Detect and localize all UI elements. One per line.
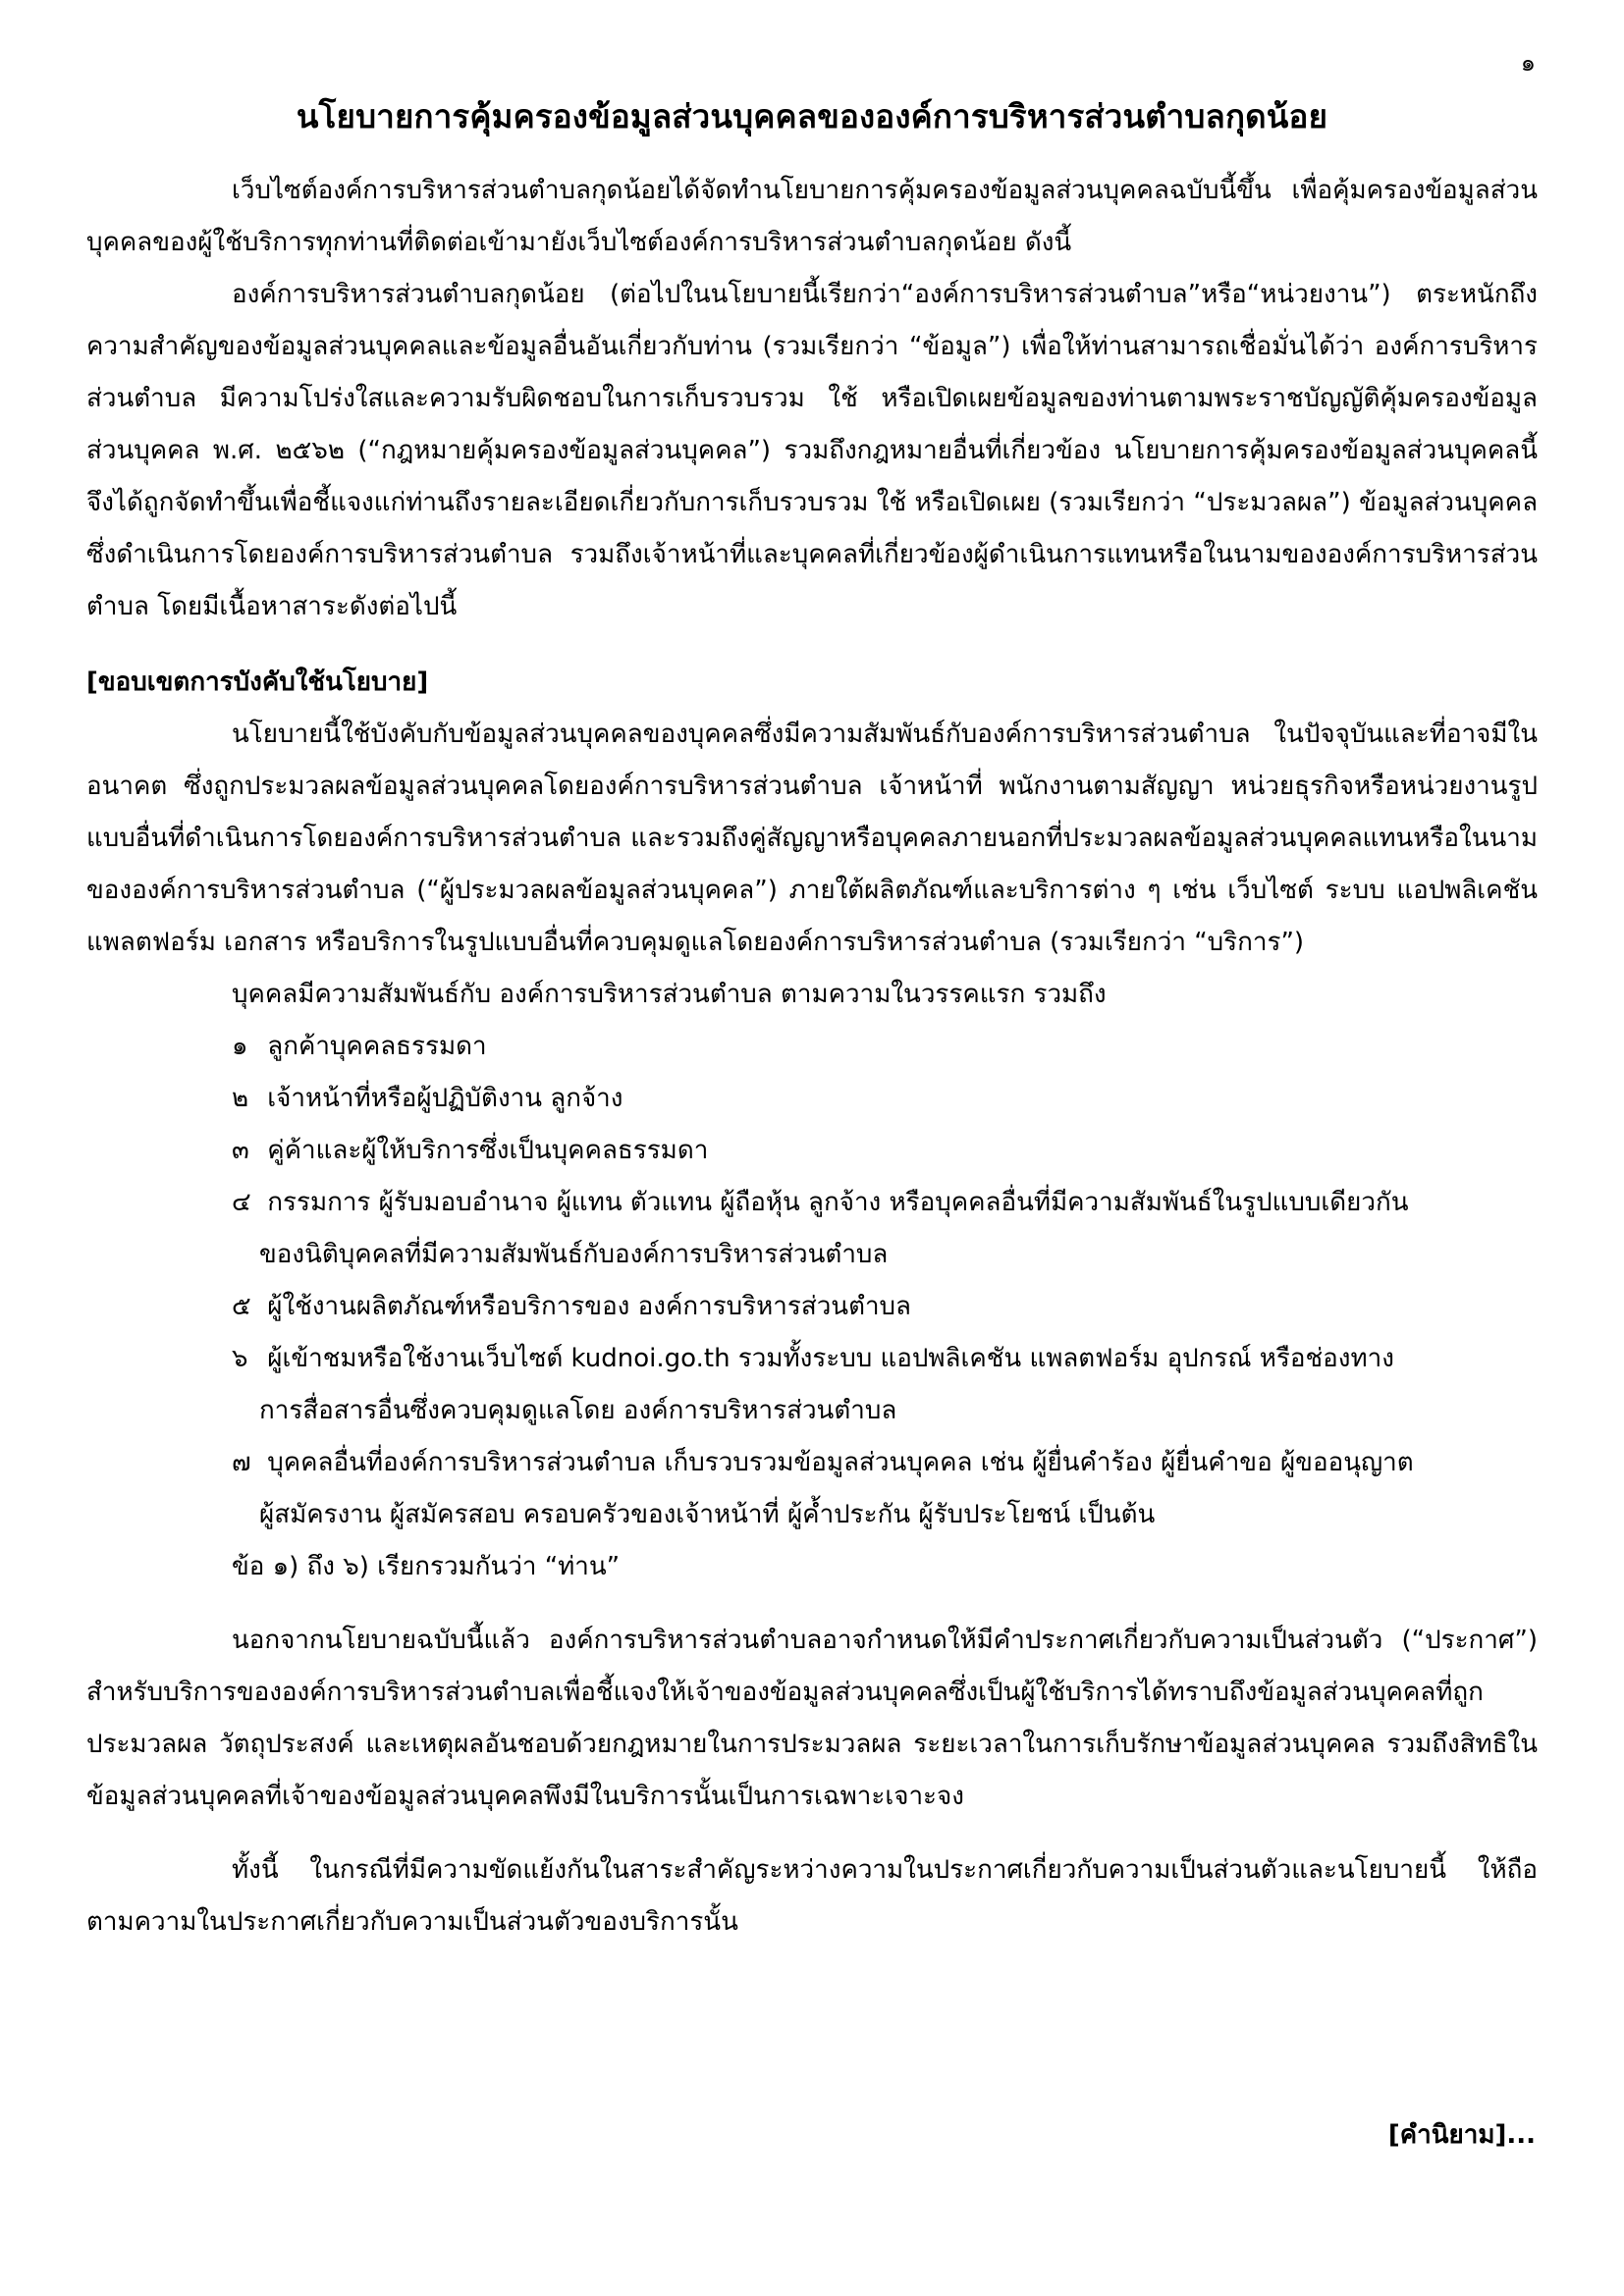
list-item-continuation: ของนิติบุคคลที่มีความสัมพันธ์กับองค์การบริหารส่วนตำบล	[259, 1240, 889, 1269]
document-body	[86, 165, 1538, 1949]
list-item-number: ๕	[232, 1292, 251, 1321]
list-item-text: บุคคลอื่นที่องค์การบริหารส่วนตำบล เก็บรวบรวมข้อมูลส่วนบุคคล เช่น ผู้ยื่นคำร้อง ผู้ยื่นคำขอ ผู้ขออนุญาต	[267, 1448, 1414, 1477]
scope-list-note: ข้อ ๑) ถึง ๖) เรียกรวมกันว่า “ท่าน”	[232, 1552, 621, 1581]
list-item-number: ๒	[232, 1084, 249, 1113]
list-item-text: ผู้ใช้งานผลิตภัณฑ์หรือบริการของ องค์การบริหารส่วนตำบล	[267, 1292, 911, 1321]
relationship-list	[86, 1021, 1538, 1541]
list-item-number: ๖	[232, 1344, 248, 1373]
list-item	[86, 1437, 1538, 1541]
page-number: ๑	[1520, 49, 1536, 77]
intro-paragraph-2: องค์การบริหารส่วนตำบลกุดน้อย (ต่อไปในนโยบายนี้เรียกว่า“องค์การบริหารส่วนตำบล”หรือ“หน่วยงาน”) ตระหนักถึงความสำคัญของข้อมูลส่วนบุคคลและข้อมูลอื่นอันเกี่ยวกับท่าน (รวมเรียกว่า “ข้อมูล”) เพื่อให้ท่านสามารถเชื่อมั่นได้ว่า องค์การบริหารส่วนตำบล มีความโปร่งใสและความรับผิดชอบในการเก็บรวบรวม ใช้ หรือเปิดเผยข้อมูลของท่านตามพระราชบัญญัติคุ้มครองข้อมูลส่วนบุคคล พ.ศ. ๒๕๖๒ (“กฎหมายคุ้มครองข้อมูลส่วนบุคคล”) รวมถึงกฎหมายอื่นที่เกี่ยวข้อง นโยบายการคุ้มครองข้อมูลส่วนบุคคลนี้จึงได้ถูกจัดทำขึ้นเพื่อชี้แจงแก่ท่านถึงรายละเอียดเกี่ยวกับการเก็บรวบรวม ใช้ หรือเปิดเผย (รวมเรียกว่า “ประมวลผล”) ข้อมูลส่วนบุคคลซึ่งดำเนินการโดยองค์การบริหารส่วนตำบล รวมถึงเจ้าหน้าที่และบุคคลที่เกี่ยวข้องผู้ดำเนินการแทนหรือในนามขององค์การบริหารส่วนตำบล โดยมีเนื้อหาสาระดังต่อไปนี้	[86, 280, 1538, 621]
scope-paragraph-1: นโยบายนี้ใช้บังคับกับข้อมูลส่วนบุคคลของบุคคลซึ่งมีความสัมพันธ์กับองค์การบริหารส่วนตำบล ในปัจจุบันและที่อาจมีในอนาคต ซึ่งถูกประมวลผลข้อมูลส่วนบุคคลโดยองค์การบริหารส่วนตำบล เจ้าหน้าที่ พนักงานตามสัญญา หน่วยธุรกิจหรือหน่วยงานรูปแบบอื่นที่ดำเนินการโดยองค์การบริหารส่วนตำบล และรวมถึงคู่สัญญาหรือบุคคลภายนอกที่ประมวลผลข้อมูลส่วนบุคคลแทนหรือในนามขององค์การบริหารส่วนตำบล (“ผู้ประมวลผลข้อมูลส่วนบุคคล”) ภายใต้ผลิตภัณฑ์และบริการต่าง ๆ เช่น เว็บไซต์ ระบบ แอปพลิเคชัน แพลตฟอร์ม เอกสาร หรือบริการในรูปแบบอื่นที่ควบคุมดูแลโดยองค์การบริหารส่วนตำบล (รวมเรียกว่า “บริการ”)	[86, 720, 1538, 957]
list-item-continuation: การสื่อสารอื่นซึ่งควบคุมดูแลโดย องค์การบริหารส่วนตำบล	[259, 1396, 897, 1425]
next-section-reference: [คำนิยาม]...	[1387, 2120, 1536, 2150]
list-item	[86, 1021, 1538, 1073]
list-item	[86, 1177, 1538, 1281]
list-item-continuation: ผู้สมัครงาน ผู้สมัครสอบ ครอบครัวของเจ้าหน้าที่ ผู้ค้ำประกัน ผู้รับประโยชน์ เป็นต้น	[259, 1500, 1156, 1529]
list-item-text: ผู้เข้าชมหรือใช้งานเว็บไซต์ kudnoi.go.th รวมทั้งระบบ แอปพลิเคชัน แพลตฟอร์ม อุปกรณ์ หรือช่องทาง	[267, 1344, 1394, 1373]
scope-paragraph-2: นอกจากนโยบายฉบับนี้แล้ว องค์การบริหารส่วนตำบลอาจกำหนดให้มีคำประกาศเกี่ยวกับความเป็นส่วนตัว (“ประกาศ”) สำหรับบริการขององค์การบริหารส่วนตำบลเพื่อชี้แจงให้เจ้าของข้อมูลส่วนบุคคลซึ่งเป็นผู้ใช้บริการได้ทราบถึงข้อมูลส่วนบุคคลที่ถูกประมวลผล วัตถุประสงค์ และเหตุผลอันชอบด้วยกฎหมายในการประมวลผล ระยะเวลาในการเก็บรักษาข้อมูลส่วนบุคคล รวมถึงสิทธิในข้อมูลส่วนบุคคลที่เจ้าของข้อมูลส่วนบุคคลพึงมีในบริการนั้นเป็นการเฉพาะเจาะจง	[86, 1626, 1538, 1811]
intro-paragraph-1: เว็บไซต์องค์การบริหารส่วนตำบลกุดน้อยได้จัดทำนโยบายการคุ้มครองข้อมูลส่วนบุคคลฉบับนี้ขึ้น เพื่อคุ้มครองข้อมูลส่วนบุคคลของผู้ใช้บริการทุกท่านที่ติดต่อเข้ามายังเว็บไซต์องค์การบริหารส่วนตำบลกุดน้อย ดังนี้	[86, 176, 1538, 257]
list-item-number: ๗	[232, 1448, 251, 1477]
scope-paragraph-3: ทั้งนี้ ในกรณีที่มีความขัดแย้งกันในสาระสำคัญระหว่างความในประกาศเกี่ยวกับความเป็นส่วนตัวและนโยบายนี้ ให้ถือตามความในประกาศเกี่ยวกับความเป็นส่วนตัวของบริการนั้น	[86, 1855, 1538, 1937]
list-item	[86, 1281, 1538, 1333]
list-item-number: ๔	[232, 1188, 251, 1217]
list-item-text: ลูกค้าบุคคลธรรมดา	[267, 1032, 487, 1061]
scope-list-intro: บุคคลมีความสัมพันธ์กับ องค์การบริหารส่วนตำบล ตามความในวรรคแรก รวมถึง	[232, 980, 1107, 1009]
list-item	[86, 1333, 1538, 1437]
list-item	[86, 1073, 1538, 1125]
list-item-text: กรรมการ ผู้รับมอบอำนาจ ผู้แทน ตัวแทน ผู้ถือหุ้น ลูกจ้าง หรือบุคคลอื่นที่มีความสัมพันธ์ในรูปแบบเดียวกัน	[267, 1188, 1409, 1217]
list-item-text: เจ้าหน้าที่หรือผู้ปฏิบัติงาน ลูกจ้าง	[267, 1084, 623, 1113]
list-item-number: ๑	[232, 1032, 248, 1061]
document-title: นโยบายการคุ้มครองข้อมูลส่วนบุคคลขององค์การบริหารส่วนตำบลกุดน้อย	[296, 97, 1328, 135]
list-item-number: ๓	[232, 1136, 249, 1165]
list-item	[86, 1125, 1538, 1177]
section-heading-scope: [ขอบเขตการบังคับใช้นโยบาย]	[86, 667, 429, 697]
list-item-text: คู่ค้าและผู้ให้บริการซึ่งเป็นบุคคลธรรมดา	[267, 1136, 709, 1165]
